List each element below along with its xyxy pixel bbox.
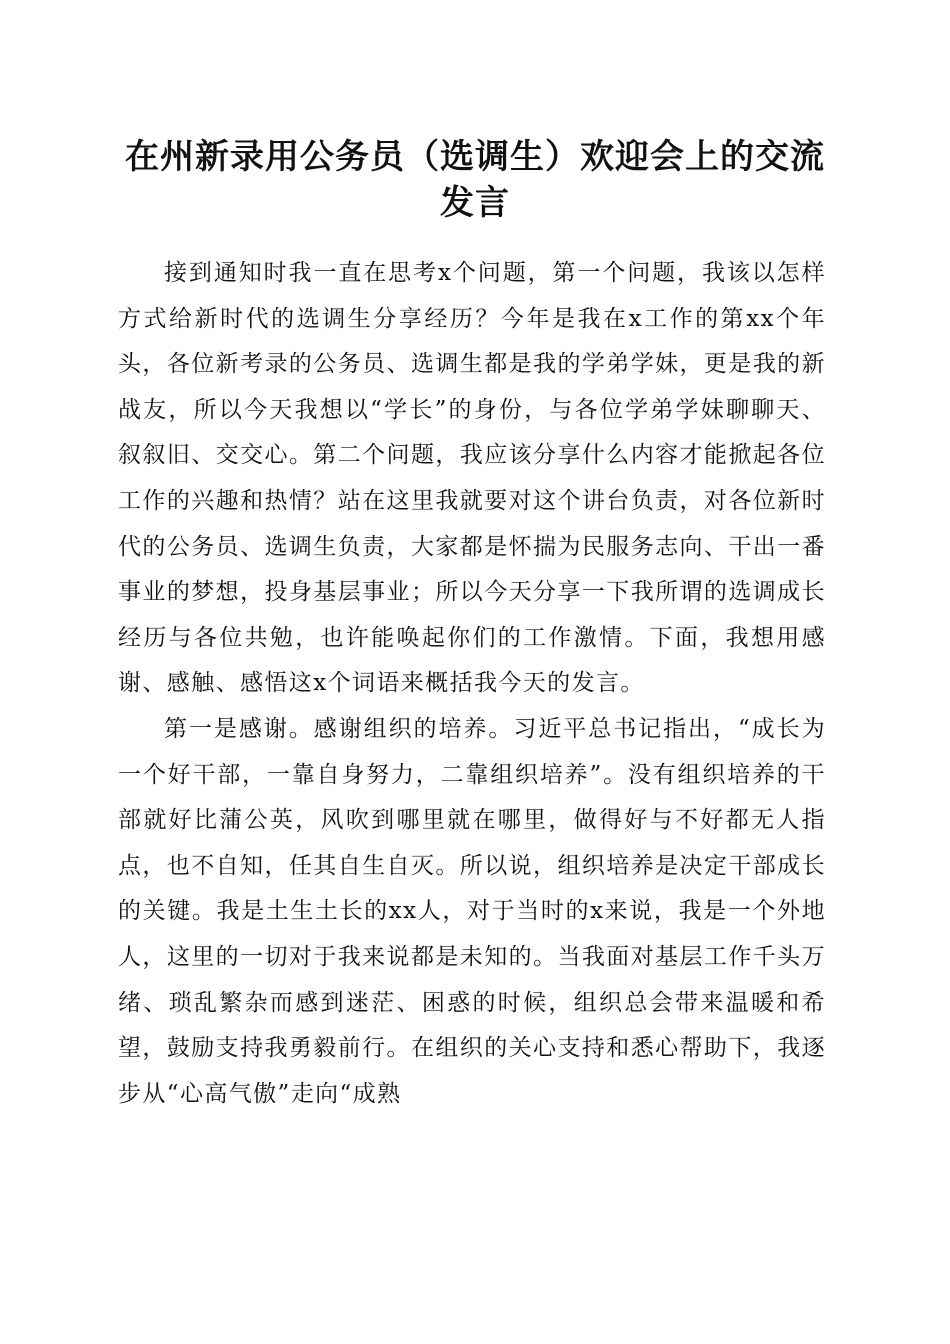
paragraph-1 [118, 251, 826, 707]
document-body [118, 251, 826, 1117]
paragraph-2-lead: 第一是感谢。 [164, 715, 314, 742]
paragraph-1-text: 接到通知时我一直在思考x个问题，第一个问题，我该以怎样方式给新时代的选调生分享经历？今年是我在x工作的第xx个年头，各位新考录的公务员、选调生都是我的学弟学妹，更是我的新战友，所以今天我想以“学长”的身份，与各位学弟学妹聊聊天、叙叙旧、交交心。第二个问题，我应该分享什么内容才能掀起各位工作的兴趣和热情？站在这里我就要对这个讲台负责，对各位新时代的公务员、选调生负责，大家都是怀揣为民服务志向、干出一番事业的梦想，投身基层事业；所以今天分享一下我所谓的选调成长经历与各位共勉，也许能唤起你们的工作激情。下面，我想用感谢、感触、感悟这x个词语来概括我今天的发言。 [118, 260, 826, 697]
paragraph-2-text: 感谢组织的培养。习近平总书记指出，“成长为一个好干部，一靠自身努力，二靠组织培养”。没有组织培养的干部就好比蒲公英，风吹到哪里就在哪里，做得好与不好都无人指点，也不自知，任其自生自灭。所以说，组织培养是决定干部成长的关键。我是土生土长的xx人，对于当时的x来说，我是一个外地人，这里的一切对于我来说都是未知的。当我面对基层工作千头万绪、琐乱繁杂而感到迷茫、困惑的时候，组织总会带来温暖和希望，鼓励支持我勇毅前行。在组织的关心支持和悉心帮助下，我逐步从“心高气傲”走向“成熟 [118, 715, 826, 1107]
paragraph-2 [118, 707, 826, 1117]
document-title: 在州新录用公务员（选调生）欢迎会上的交流发言 [125, 137, 825, 223]
